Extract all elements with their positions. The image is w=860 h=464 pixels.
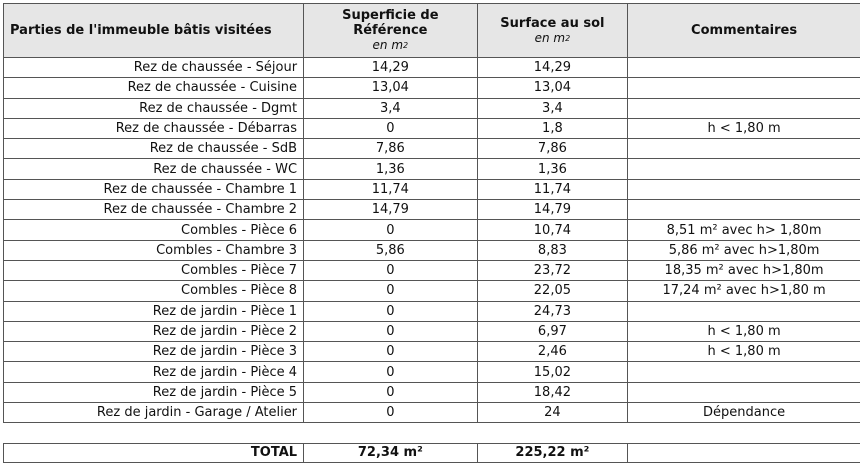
row-comment: 5,86 m² avec h>1,80m [628, 240, 860, 260]
row-comment [628, 98, 860, 118]
row-comment [628, 179, 860, 199]
row-surface-sol: 23,72 [477, 260, 628, 280]
header-surface-sol [477, 4, 628, 58]
row-surface-sol: 11,74 [477, 179, 628, 199]
table-row [4, 200, 860, 220]
row-surface-sol: 8,83 [477, 240, 628, 260]
row-room-name: Combles - Chambre 3 [4, 240, 304, 260]
row-superficie: 0 [304, 342, 478, 362]
row-surface-sol: 24,73 [477, 301, 628, 321]
unit-superscript: 2 [565, 33, 571, 43]
row-superficie: 0 [304, 118, 478, 138]
row-superficie: 11,74 [304, 179, 478, 199]
header-parties-label: Parties de l'immeuble bâtis visitées [10, 23, 272, 38]
row-comment [628, 139, 860, 159]
table-row [4, 98, 860, 118]
row-comment: h < 1,80 m [628, 321, 860, 341]
table-row [4, 220, 860, 240]
row-superficie: 14,79 [304, 200, 478, 220]
row-superficie: 0 [304, 362, 478, 382]
row-room-name: Rez de chaussée - Dgmt [4, 98, 304, 118]
row-comment: Dépendance [628, 403, 860, 423]
row-superficie: 7,86 [304, 139, 478, 159]
row-superficie: 0 [304, 301, 478, 321]
row-comment [628, 301, 860, 321]
row-superficie: 3,4 [304, 98, 478, 118]
table-row [4, 403, 860, 423]
row-comment: 8,51 m² avec h> 1,80m [628, 220, 860, 240]
total-surface-sol: 225,22 m² [477, 444, 628, 463]
row-superficie: 0 [304, 403, 478, 423]
row-superficie: 0 [304, 321, 478, 341]
header-surface-sol-unit [478, 31, 628, 46]
table-row [4, 58, 860, 78]
row-surface-sol: 14,29 [477, 58, 628, 78]
row-superficie: 13,04 [304, 78, 478, 98]
row-superficie: 0 [304, 382, 478, 402]
header-row [4, 4, 860, 58]
row-surface-sol: 10,74 [477, 220, 628, 240]
row-surface-sol: 22,05 [477, 281, 628, 301]
header-superficie-line2: Référence [353, 23, 428, 38]
row-superficie: 0 [304, 220, 478, 240]
header-superficie-unit [304, 38, 477, 53]
row-room-name: Combles - Pièce 8 [4, 281, 304, 301]
row-surface-sol: 14,79 [477, 200, 628, 220]
row-comment: h < 1,80 m [628, 342, 860, 362]
row-room-name: Rez de jardin - Pièce 1 [4, 301, 304, 321]
row-room-name: Rez de chaussée - Chambre 2 [4, 200, 304, 220]
table-row [4, 301, 860, 321]
table-row [4, 382, 860, 402]
row-superficie: 1,36 [304, 159, 478, 179]
row-superficie: 5,86 [304, 240, 478, 260]
row-room-name: Combles - Pièce 7 [4, 260, 304, 280]
row-superficie: 0 [304, 260, 478, 280]
table-row [4, 159, 860, 179]
table-row [4, 260, 860, 280]
row-room-name: Rez de jardin - Pièce 4 [4, 362, 304, 382]
row-surface-sol: 18,42 [477, 382, 628, 402]
row-comment [628, 200, 860, 220]
row-superficie: 0 [304, 281, 478, 301]
table-row [4, 362, 860, 382]
unit-text: en m [372, 38, 404, 52]
total-label: TOTAL [4, 444, 304, 463]
surface-table [3, 3, 860, 423]
row-room-name: Rez de chaussée - SdB [4, 139, 304, 159]
row-surface-sol: 15,02 [477, 362, 628, 382]
row-room-name: Rez de jardin - Pièce 5 [4, 382, 304, 402]
table-row [4, 118, 860, 138]
row-surface-sol: 1,36 [477, 159, 628, 179]
row-surface-sol: 3,4 [477, 98, 628, 118]
table-body [4, 58, 860, 423]
row-superficie: 14,29 [304, 58, 478, 78]
table-row [4, 240, 860, 260]
total-comment-cell [628, 444, 860, 463]
table-row [4, 321, 860, 341]
row-comment: 17,24 m² avec h>1,80 m [628, 281, 860, 301]
row-comment: 18,35 m² avec h>1,80m [628, 260, 860, 280]
row-comment [628, 382, 860, 402]
total-superficie: 72,34 m² [304, 444, 478, 463]
row-comment: h < 1,80 m [628, 118, 860, 138]
table-row [4, 78, 860, 98]
row-surface-sol: 24 [477, 403, 628, 423]
row-comment [628, 58, 860, 78]
row-room-name: Rez de jardin - Pièce 3 [4, 342, 304, 362]
row-surface-sol: 13,04 [477, 78, 628, 98]
table-row [4, 281, 860, 301]
table-row [4, 342, 860, 362]
row-surface-sol: 2,46 [477, 342, 628, 362]
unit-text: en m [534, 30, 566, 45]
row-comment [628, 78, 860, 98]
table-row [4, 139, 860, 159]
header-commentaires-label: Commentaires [691, 23, 798, 38]
row-room-name: Rez de chaussée - Débarras [4, 118, 304, 138]
row-room-name: Rez de jardin - Garage / Atelier [4, 403, 304, 423]
header-surface-sol-label: Surface au sol [500, 15, 605, 31]
total-row [4, 444, 860, 463]
row-surface-sol: 1,8 [477, 118, 628, 138]
row-room-name: Rez de jardin - Pièce 2 [4, 321, 304, 341]
row-room-name: Rez de chaussée - Cuisine [4, 78, 304, 98]
table-row [4, 179, 860, 199]
header-superficie-line1: Superficie de [342, 8, 439, 23]
header-superficie [304, 4, 478, 58]
row-room-name: Rez de chaussée - WC [4, 159, 304, 179]
row-room-name: Combles - Pièce 6 [4, 220, 304, 240]
unit-superscript: 2 [403, 41, 409, 50]
row-room-name: Rez de chaussée - Chambre 1 [4, 179, 304, 199]
header-parties [4, 4, 304, 58]
row-surface-sol: 6,97 [477, 321, 628, 341]
header-commentaires [628, 4, 860, 58]
row-surface-sol: 7,86 [477, 139, 628, 159]
row-comment [628, 159, 860, 179]
total-table [3, 443, 860, 463]
row-comment [628, 362, 860, 382]
row-room-name: Rez de chaussée - Séjour [4, 58, 304, 78]
